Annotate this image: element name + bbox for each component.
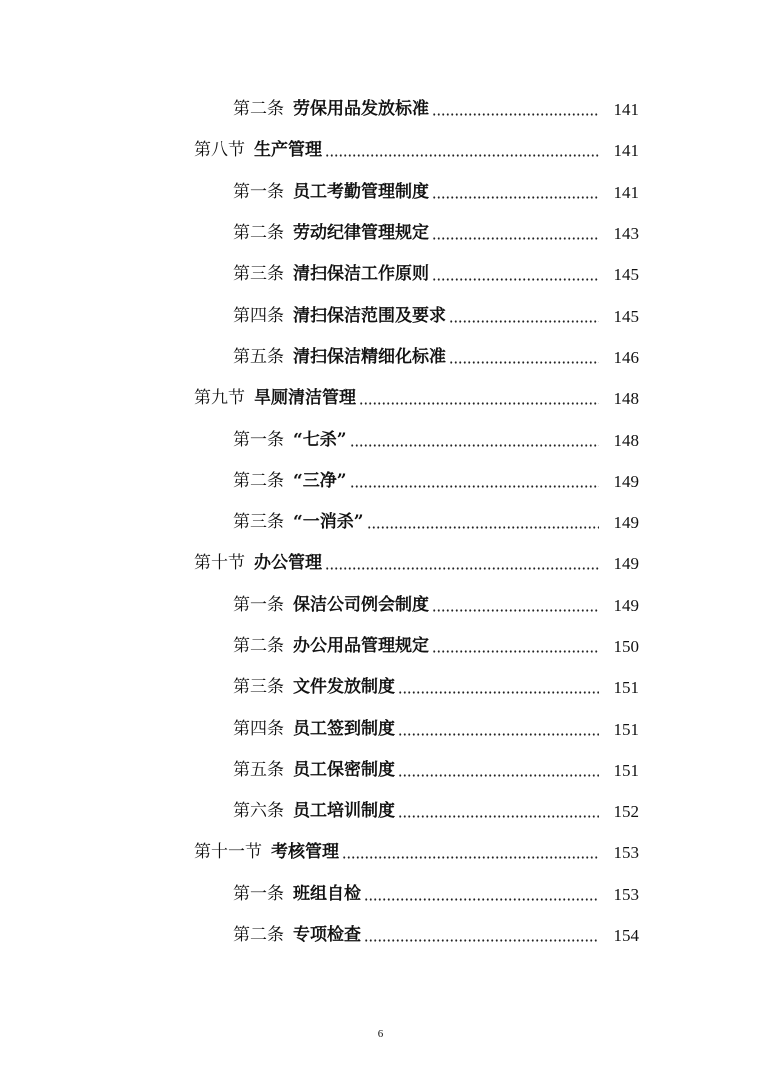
toc-entry-title: 员工考勤管理制度 [293,181,429,202]
dot-leader [342,856,599,859]
toc-entry-title: 清扫保洁工作原则 [293,264,429,285]
toc-entry-page: 150 [613,637,639,656]
dot-leader [398,733,599,736]
toc-entry-page: 145 [613,265,639,285]
toc-entry-title: 文件发放制度 [293,677,395,698]
dot-leader [350,444,599,447]
toc-article-entry[interactable] [0,791,761,832]
dot-leader [398,691,599,694]
toc-entry-title: 保洁公司例会制度 [293,594,429,615]
toc-entry-title: 员工签到制度 [293,718,395,739]
dot-leader [432,278,599,281]
dot-leader [449,361,599,364]
toc-section-entry[interactable] [0,130,761,171]
toc-entry-label: 第二条 [233,470,284,491]
toc-entry-page: 153 [613,843,639,863]
toc-article-entry[interactable] [0,502,761,543]
toc-section-entry[interactable] [0,543,761,584]
toc-section-entry[interactable] [0,832,761,873]
toc-entry-label: 第四条 [233,718,284,739]
dot-leader [432,650,599,653]
toc-entry-label: 第二条 [233,925,284,946]
toc-article-entry[interactable] [0,172,761,213]
toc-entry-title: 清扫保洁精细化标准 [293,346,446,367]
toc-entry-label: 第一条 [233,429,284,450]
toc-entry-label: 第一条 [233,883,284,904]
toc-entry-page: 149 [613,471,639,491]
dot-leader [359,402,599,405]
toc-entry-label: 第一条 [233,181,284,202]
toc-entry-page: 141 [613,141,639,161]
toc-article-entry[interactable] [0,213,761,254]
toc-entry-title: 考核管理 [271,842,339,863]
toc-entry-page: 151 [613,760,639,780]
toc-article-entry[interactable] [0,337,761,378]
toc-article-entry[interactable] [0,626,761,667]
toc-entry-label: 第八节 [194,140,245,161]
toc-entry-title: 员工保密制度 [293,759,395,780]
toc-entry-page: 151 [613,678,639,698]
toc-entry-title: 劳动纪律管理规定 [293,223,429,244]
toc-entry-page: 148 [613,430,639,450]
toc-entry-title: 班组自检 [293,883,361,904]
toc-entry-title: 旱厕清洁管理 [254,388,356,409]
dot-leader [325,567,599,570]
toc-entry-label: 第二条 [233,223,284,244]
toc-entry-label: 第二条 [233,636,284,656]
toc-entry-label: 第三条 [233,677,284,698]
toc-article-entry[interactable] [0,419,761,460]
toc-article-entry[interactable] [0,461,761,502]
toc-entry-title: “一消杀” [293,512,364,533]
toc-entry-title: 清扫保洁范围及要求 [293,305,446,326]
toc-entry-label: 第九节 [194,388,245,409]
toc-entry-label: 第二条 [233,99,284,120]
toc-article-entry[interactable] [0,708,761,749]
toc-entry-page: 149 [613,554,639,574]
toc-entry-label: 第三条 [233,512,284,533]
toc-article-entry[interactable] [0,750,761,791]
dot-leader [367,526,599,529]
toc-entry-title: 生产管理 [254,140,322,161]
toc-entry-page: 149 [613,513,639,533]
toc-entry-page: 153 [613,884,639,904]
toc-entry-page: 146 [613,347,639,367]
toc-entry-title: 劳保用品发放标准 [293,99,429,120]
toc-article-entry[interactable] [0,295,761,336]
table-of-contents [0,89,761,956]
toc-entry-page: 154 [613,926,639,946]
dot-leader [364,939,599,942]
toc-entry-page: 148 [613,389,639,409]
dot-leader [432,237,599,240]
toc-entry-label: 第五条 [233,346,284,367]
toc-entry-page: 141 [613,182,639,202]
dot-leader [398,774,599,777]
toc-entry-label: 第六条 [233,801,284,822]
toc-article-entry[interactable] [0,89,761,130]
dot-leader [364,898,599,901]
toc-entry-label: 第三条 [233,264,284,285]
toc-entry-title: 办公管理 [254,553,322,574]
toc-entry-page: 149 [613,595,639,615]
toc-entry-title: 专项检查 [293,925,361,946]
toc-entry-page: 141 [613,100,639,120]
toc-article-entry[interactable] [0,254,761,295]
toc-entry-label: 第十一节 [194,842,262,863]
dot-leader [398,815,599,818]
toc-section-entry[interactable] [0,378,761,419]
toc-entry-label: 第一条 [233,594,284,615]
dot-leader [432,113,599,116]
toc-entry-page: 151 [613,719,639,739]
toc-article-entry[interactable] [0,667,761,708]
toc-article-entry[interactable] [0,874,761,915]
toc-entry-label: 第四条 [233,305,284,326]
toc-entry-page: 152 [613,802,639,822]
page-number: 6 [377,1028,384,1040]
toc-entry-page: 145 [613,306,639,326]
toc-entry-label: 第十节 [194,553,245,574]
toc-entry-title: 办公用品管理规定 [293,636,429,656]
dot-leader [325,154,599,157]
toc-entry-page: 143 [613,224,639,244]
toc-entry-title: 员工培训制度 [293,801,395,822]
dot-leader [350,485,599,488]
dot-leader [432,609,599,612]
dot-leader [432,196,599,199]
toc-article-entry[interactable] [0,915,761,956]
dot-leader [449,320,599,323]
toc-article-entry[interactable] [0,585,761,626]
toc-entry-label: 第五条 [233,759,284,780]
toc-entry-title: “七杀” [293,429,347,450]
toc-entry-title: “三净” [293,470,347,491]
